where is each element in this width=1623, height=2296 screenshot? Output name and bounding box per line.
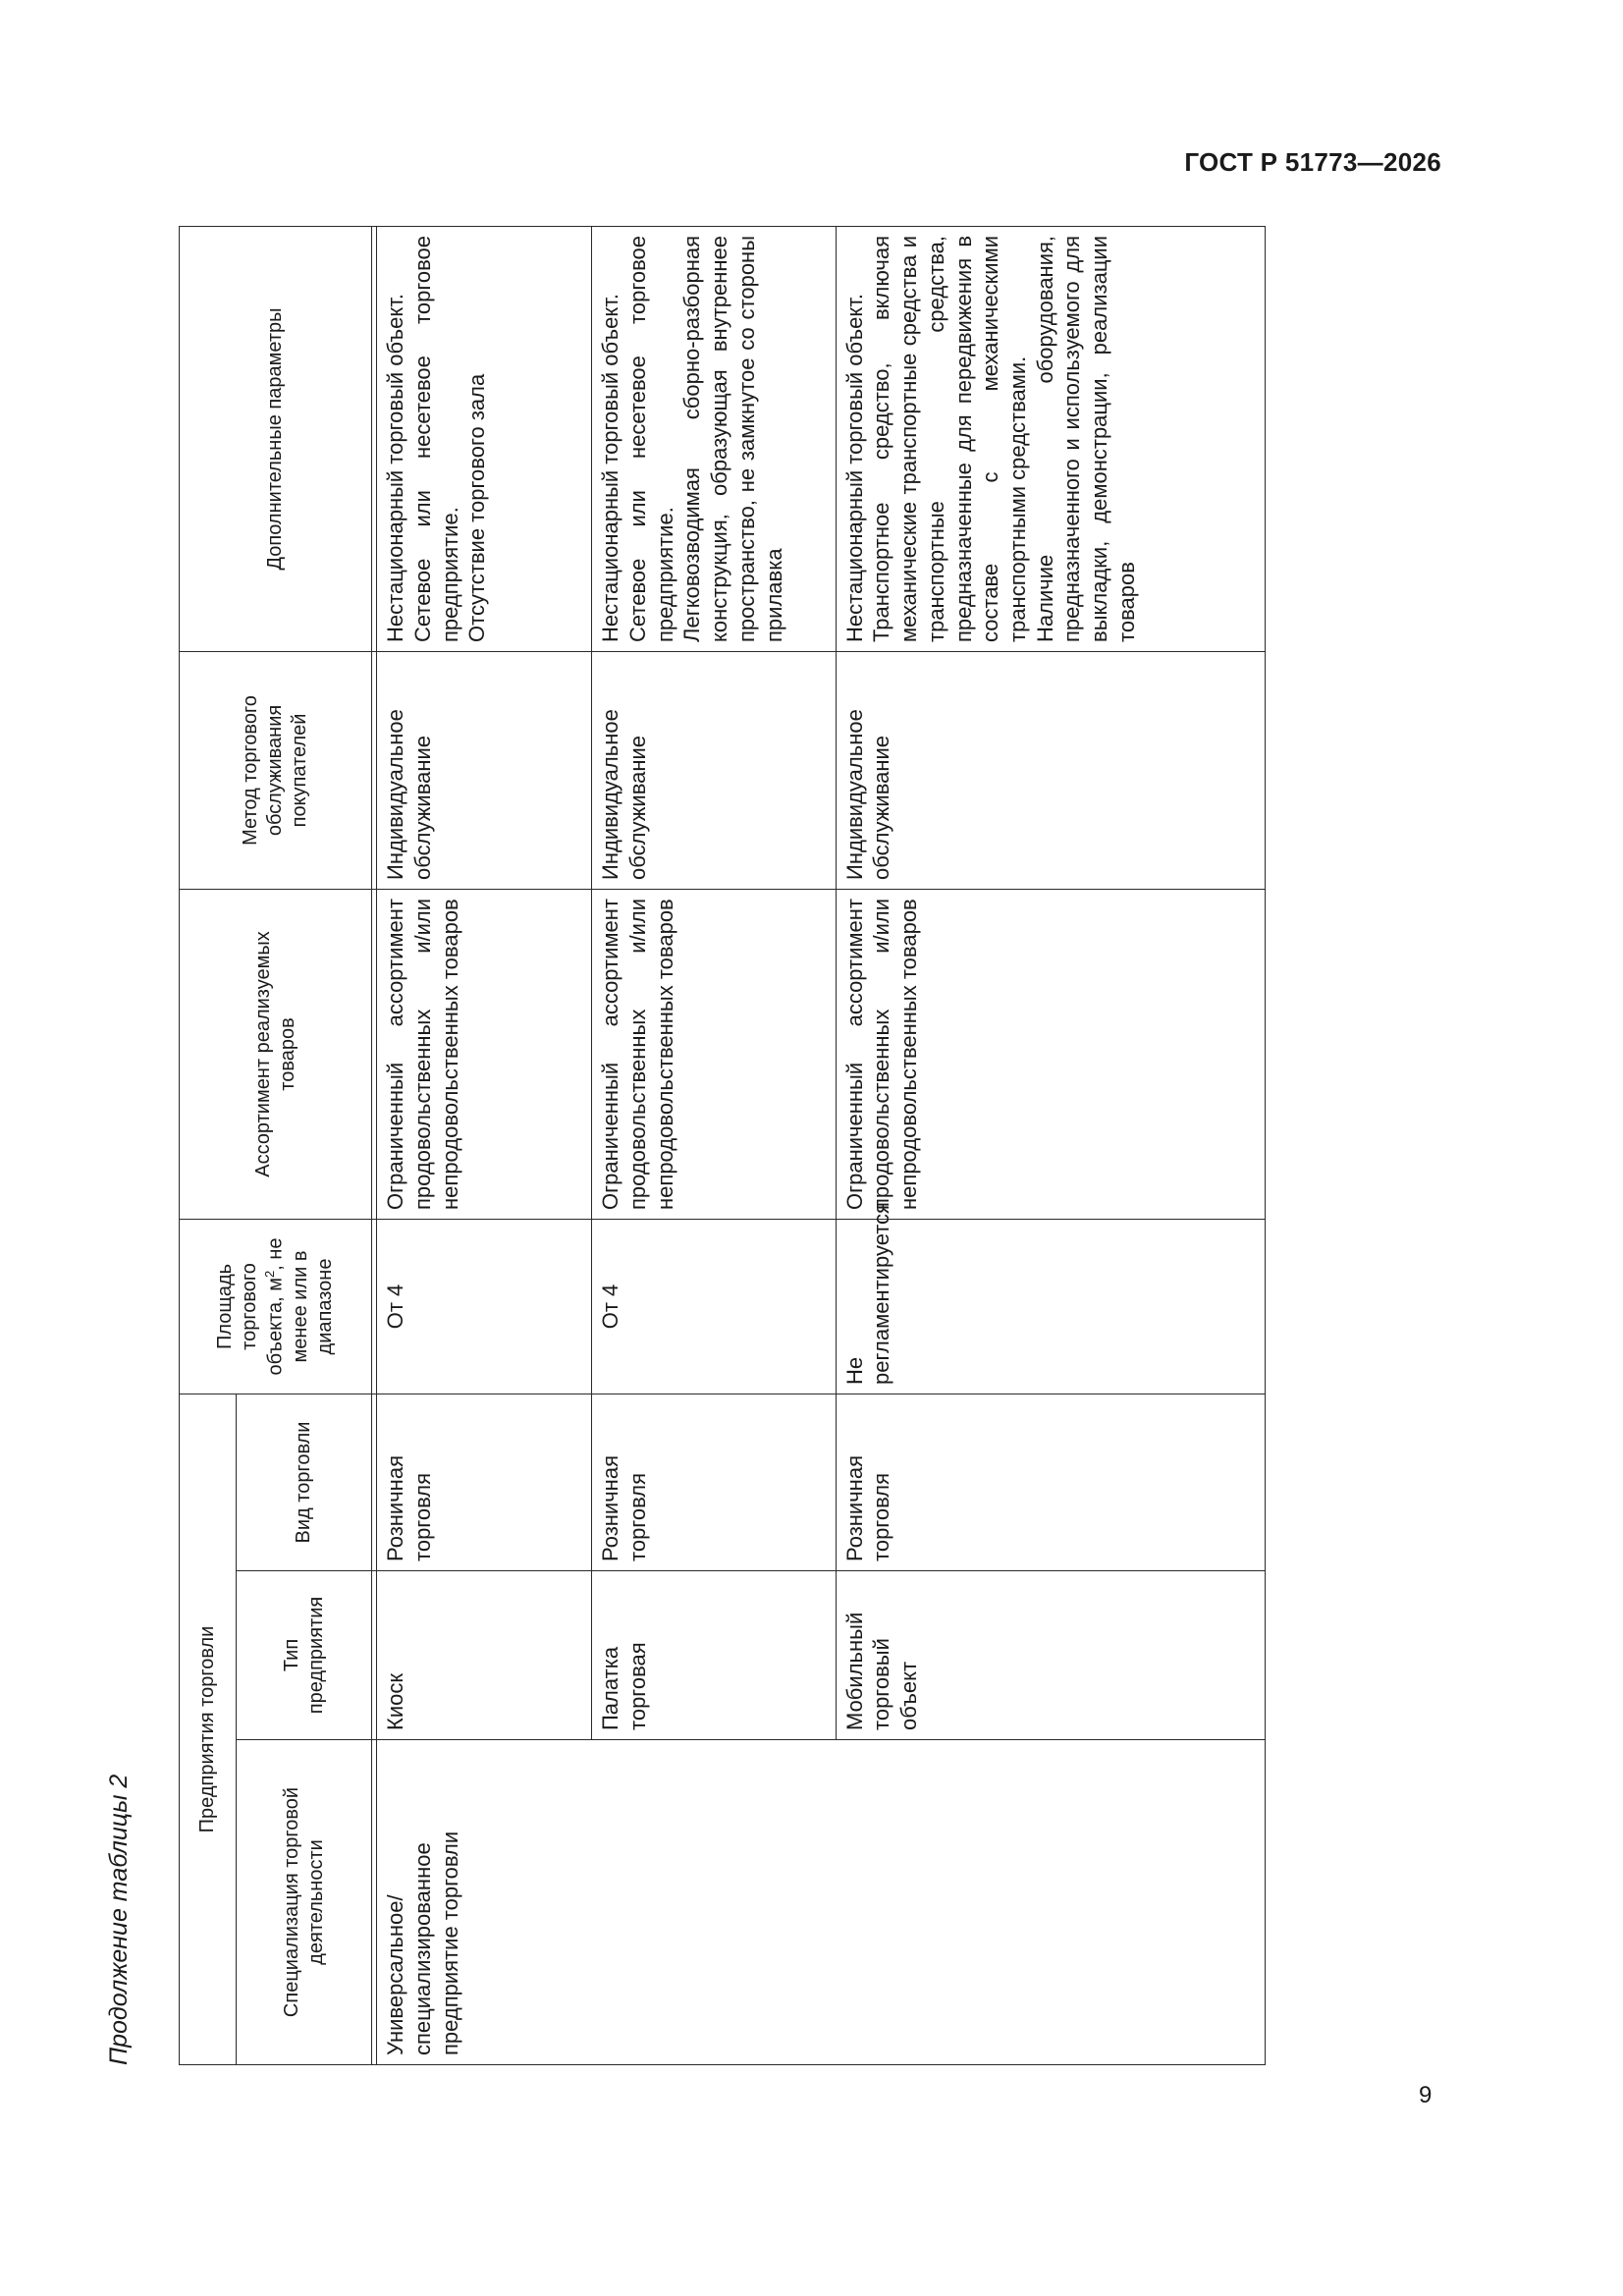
cell-kind: Розничная торговля bbox=[836, 1394, 1265, 1570]
cell-assortment: Ограниченный ассортимент продовольственных и/или непродовольственных товаров bbox=[836, 889, 1265, 1219]
cell-extra bbox=[377, 226, 592, 651]
extra-line: Сетевое или несетевое торговое предприятие. bbox=[625, 235, 677, 642]
standard-code: ГОСТ Р 51773—2026 bbox=[1184, 147, 1441, 177]
extra-line: Сетевое или несетевое торговое предприятие. bbox=[409, 235, 462, 642]
header-enterprises-group: Предприятия торговли bbox=[180, 1394, 237, 2064]
extra-line: Нестационарный торговый объект. bbox=[598, 293, 623, 642]
cell-area: От 4 bbox=[377, 1219, 592, 1394]
extra-line: Легковозводимая сборно-разборная конструкция, образующая внутреннее пространство, не замкнутое со стороны прилавка bbox=[679, 235, 786, 642]
cell-type: Палатка торговая bbox=[592, 1571, 836, 1740]
header-specialization: Специализация торговой деятельности bbox=[237, 1740, 372, 2065]
header-area: Площадь торгового объекта, $м^2$, не менее или в диапазоне bbox=[180, 1219, 372, 1394]
cell-extra bbox=[592, 226, 836, 651]
cell-area: От 4 bbox=[592, 1219, 836, 1394]
page-number: 9 bbox=[1419, 2082, 1433, 2108]
extra-line: Нестационарный торговый объект. bbox=[383, 293, 408, 642]
table-caption: Продолжение таблицы 2 bbox=[105, 1774, 133, 2065]
cell-type: Киоск bbox=[377, 1571, 592, 1740]
trade-enterprises-table bbox=[179, 226, 1266, 2065]
extra-line: Наличие оборудования, предназначенного и используемого для выкладки, демонстрации, реализации товаров bbox=[1032, 235, 1139, 642]
header-service-method: Метод торгового обслуживания покупателей bbox=[180, 651, 372, 889]
extra-line: Транспортное средство, включая механические транспортные средства и транспортные средства, предназначенные для передвижения в составе с механическими транспортными средствами. bbox=[869, 235, 1030, 642]
cell-specialization: Универсальное/специализированное предприятие торговли bbox=[377, 1740, 1266, 2065]
cell-service: Индивидуальное обслуживание bbox=[836, 651, 1265, 889]
header-extra-params: Дополнительные параметры bbox=[180, 226, 372, 651]
cell-service: Индивидуальное обслуживание bbox=[377, 651, 592, 889]
cell-assortment: Ограниченный ассортимент продовольственных и/или непродовольственных товаров bbox=[377, 889, 592, 1219]
extra-line: Отсутствие торгового зала bbox=[464, 373, 490, 642]
rotated-table-frame bbox=[105, 227, 1266, 2065]
extra-line: Нестационарный торговый объект. bbox=[841, 293, 867, 642]
cell-type: Мобильный торговый объект bbox=[836, 1571, 1265, 1740]
header-kind: Вид торговли bbox=[237, 1394, 372, 1570]
cell-service: Индивидуальное обслуживание bbox=[592, 651, 836, 889]
cell-assortment: Ограниченный ассортимент продовольственных и/или непродовольственных товаров bbox=[592, 889, 836, 1219]
header-assortment: Ассортимент реализуемых товаров bbox=[180, 889, 372, 1219]
cell-area: Не регламентируется bbox=[836, 1219, 1265, 1394]
cell-kind: Розничная торговля bbox=[377, 1394, 592, 1570]
table-row bbox=[377, 226, 592, 2064]
cell-kind: Розничная торговля bbox=[592, 1394, 836, 1570]
header-type: Тип предприятия bbox=[237, 1571, 372, 1740]
cell-extra bbox=[836, 226, 1265, 651]
